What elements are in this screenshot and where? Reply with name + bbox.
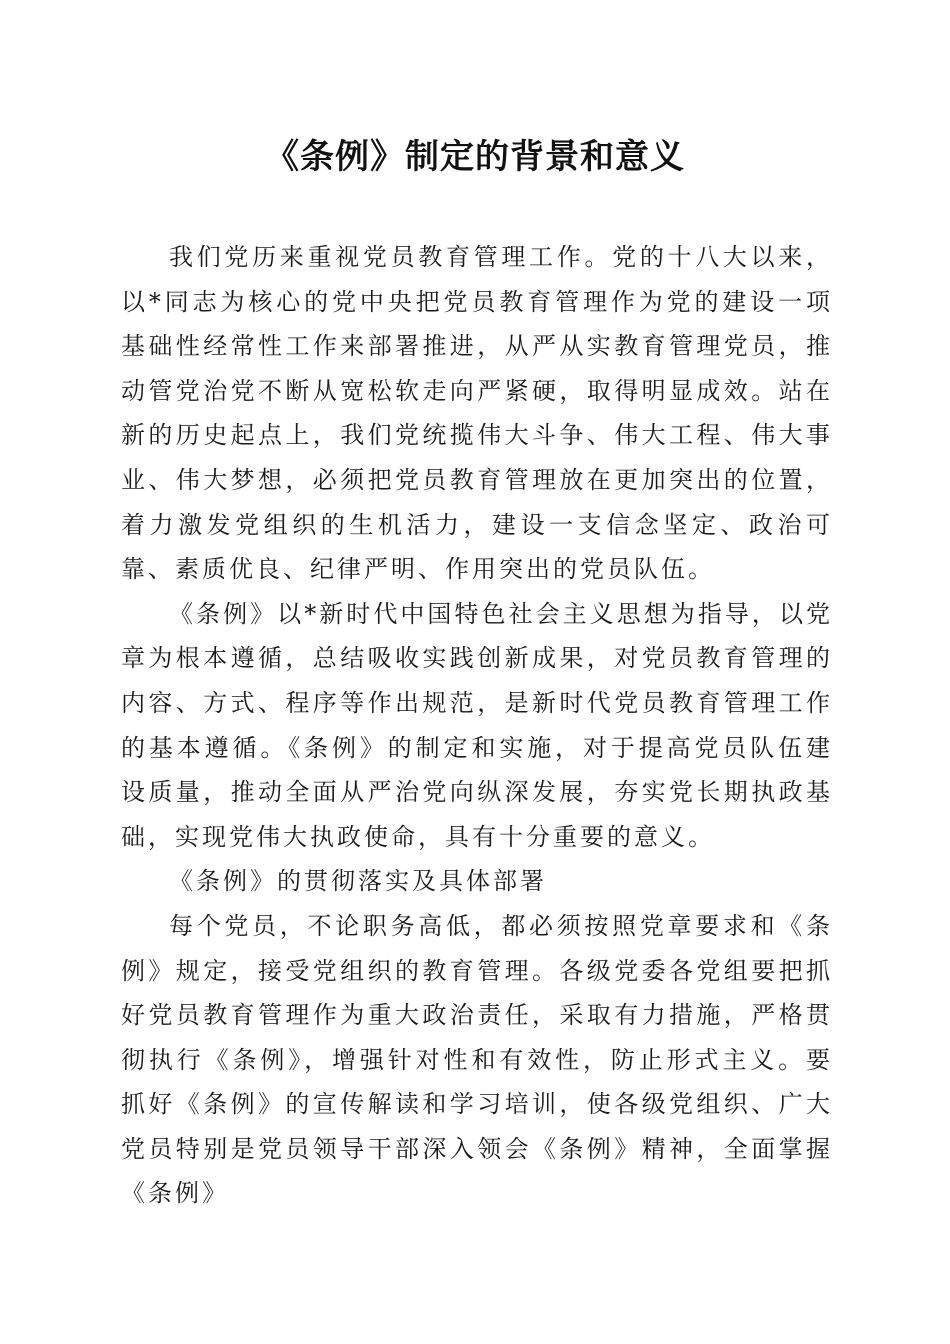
paragraph-background: 我们党历来重视党员教育管理工作。党的十八大以来，以*同志为核心的党中央把党员教育管理作为党的建设一项基础性经常性工作来部署推进，从严从实教育管理党员，推动管党治党不断从宽松软走向严紧硬，取得明显成效。站在新的历史起点上，我们党统揽伟大斗争、伟大工程、伟大事业、伟大梦想，必须把党员教育管理放在更加突出的位置，着力激发党组织的生机活力，建设一支信念坚定、政治可靠、素质优良、纪律严明、作用突出的党员队伍。 (121, 243, 833, 584)
document-body (121, 235, 833, 1216)
section-heading-implementation: 《条例》的贯彻落实及具体部署 (169, 867, 547, 896)
paragraph-significance: 《条例》以*新时代中国特色社会主义思想为指导，以党章为根本遵循，总结吸收实践创新成果，对党员教育管理的内容、方式、程序等作出规范，是新时代党员教育管理工作的基本遵循。《条例》的制定和实施，对于提高党员队伍建设质量，推动全面从严治党向纵深发展，夯实党长期执政基础，实现党伟大执政使命，具有十分重要的意义。 (121, 599, 833, 851)
document-title: 《条例》制定的背景和意义 (265, 137, 685, 177)
paragraph-implementation: 每个党员，不论职务高低，都必须按照党章要求和《条例》规定，接受党组织的教育管理。各级党委各党组要把抓好党员教育管理作为重大政治责任，采取有力措施，严格贯彻执行《条例》，增强针对性和有效性，防止形式主义。要抓好《条例》的宣传解读和学习培训，使各级党组织、广大党员特别是党员领导干部深入领会《条例》精神，全面掌握《条例》 (121, 911, 833, 1208)
